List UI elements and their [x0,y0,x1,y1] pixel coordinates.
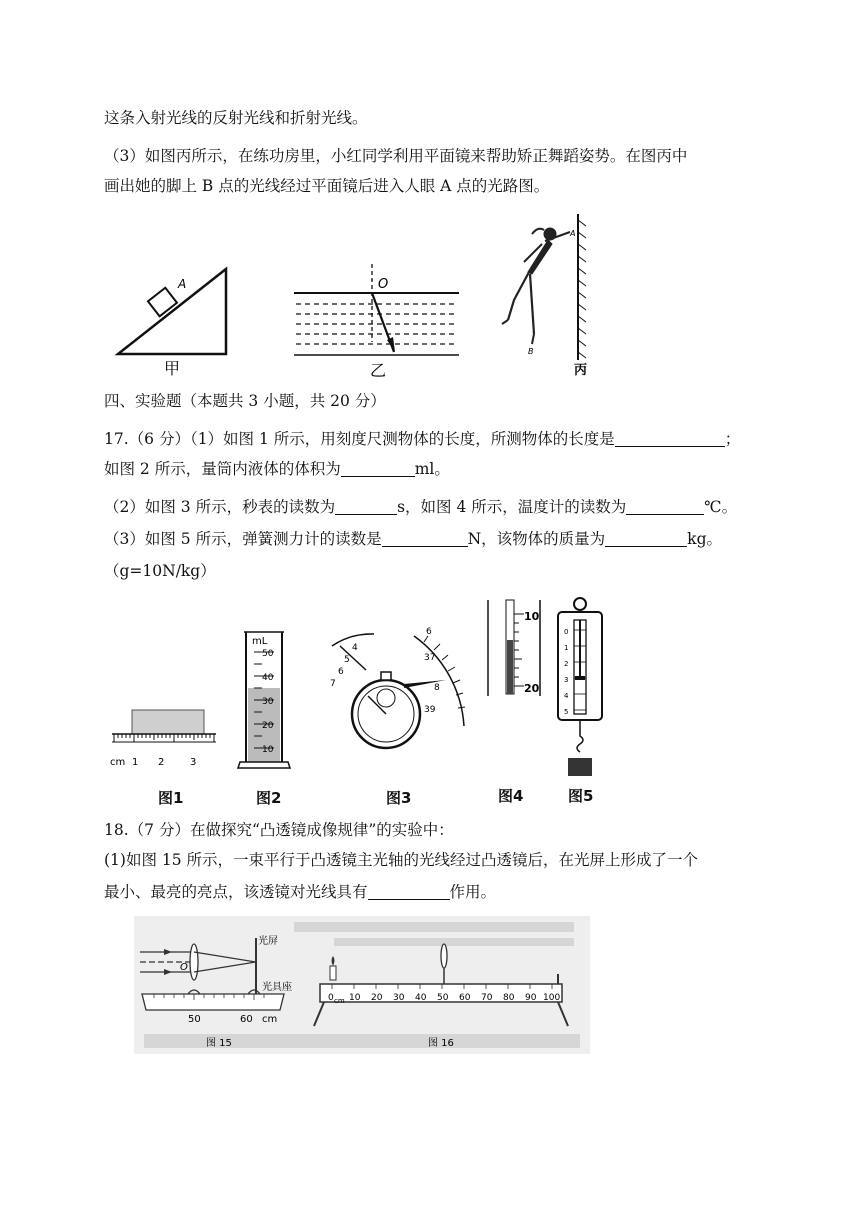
fig16-tick-50: 50 [437,993,449,1003]
fig16-caption: 图 16 [428,1038,454,1049]
spring-tick-1: 1 [564,644,569,652]
figure-bing [502,214,587,378]
thermometer-tick-20: 20 [524,682,540,695]
caption-fig-3: 图3 [386,789,412,807]
text-line-3: 画出她的脚上 B 点的光线经过平面镜后进入人眼 A 点的光路图。 [104,177,550,195]
caption-fig-5: 图5 [568,787,594,805]
blank-length[interactable] [615,430,725,447]
cylinder-unit: mL [252,636,268,647]
stopwatch-outer-8: 8 [434,683,440,693]
stopwatch-outer-6: 6 [426,627,432,637]
caption-bing: 丙 [574,363,588,378]
fig16-tick-20: 20 [371,993,383,1003]
q17-line-4-text: （3）如图 5 所示，弹簧测力计的读数是 [104,530,382,548]
thermometer-tick-10: 10 [524,610,540,623]
ruler-tick-2: 2 [158,757,165,768]
fig15-screen-label: 光屏 [258,936,278,947]
fig16-tick-80: 80 [503,993,515,1003]
fig16-tick-70: 70 [481,993,493,1003]
q17-line-2-text: 如图 2 所示，量筒内液体的体积为 [104,460,341,478]
label-a: A [178,277,187,291]
q18-title: 18.（7 分）在做探究“凸透镜成像规律”的实验中： [104,821,454,839]
text-line-1: 这条入射光线的反射光线和折射光线。 [104,109,368,127]
q17-line-2 [104,459,450,479]
caption-fig-4: 图4 [498,787,524,805]
label-foot-b: B [528,347,534,356]
figure-4-thermometer [488,600,540,696]
q17-line-3-mid: s，如图 4 所示，温度计的读数为 [397,498,627,516]
fig16-tick-0: 0 [328,993,334,1003]
spring-tick-5: 5 [564,708,569,716]
stopwatch-outer-37: 37 [424,653,436,663]
fig16-tick-40: 40 [415,993,427,1003]
figure-3-stopwatch [330,627,465,748]
fig16-unit: cm [334,997,345,1005]
q17-line-4-mid: N，该物体的质量为 [467,530,606,548]
cylinder-tick-40: 40 [262,673,274,683]
caption-fig-1: 图1 [158,789,184,807]
q18-line-2-text: 最小、最亮的亮点，该透镜对光线具有 [104,883,368,901]
label-o: O [378,277,389,292]
spring-tick-0: 0 [564,628,569,636]
stopwatch-outer-39: 39 [424,705,436,715]
q17-line-5: （g=10N/kg） [104,562,216,580]
ruler-unit: cm [110,757,126,768]
ruler-tick-1: 1 [132,757,139,768]
fig15-caption: 图 15 [206,1038,232,1049]
fig16-tick-60: 60 [459,993,471,1003]
q18-line-1: (1)如图 15 所示，一束平行于凸透镜主光轴的光线经过凸透镜后，在光屏上形成了一个 [104,851,699,869]
cylinder-tick-10: 10 [262,745,274,755]
caption-fig-2: 图2 [256,789,282,807]
fig16-tick-30: 30 [393,993,405,1003]
spring-tick-3: 3 [564,676,569,684]
q17-line-3-text: （2）如图 3 所示，秒表的读数为 [104,498,336,516]
dancer-figure [502,228,570,344]
figure-2-cylinder [238,632,290,768]
fig15-o-label: O [180,962,188,973]
blank-force[interactable] [382,530,468,547]
blank-volume[interactable] [341,460,415,477]
figure-lens-bench [134,916,590,1054]
q17-line-1-end: ； [724,430,741,448]
figure-1-ruler [110,710,216,768]
stopwatch-inner-4: 4 [352,643,358,653]
blank-temperature[interactable] [626,498,704,515]
figure-5-spring-scale [558,598,602,776]
q18-line-2 [104,882,496,902]
figure-optics-row [104,212,624,384]
cylinder-tick-20: 20 [262,721,274,731]
q17-line-3 [104,497,737,517]
caption-yi: 乙 [370,361,387,380]
fig16-tick-100: 100 [543,993,561,1003]
q17-line-1-text: 17.（6 分）（1）如图 1 所示，用刻度尺测物体的长度，所测物体的长度是 [104,430,615,448]
fig15-tick-50: 50 [188,1014,201,1025]
q17-line-4-unit: kg。 [687,530,722,548]
fig16-tick-90: 90 [525,993,537,1003]
stopwatch-inner-5: 5 [344,655,350,665]
blank-lens-effect[interactable] [368,883,450,900]
section-4-heading: 四、实验题（本题共 3 小题，共 20 分） [104,392,386,410]
cylinder-tick-50: 50 [262,649,274,659]
spring-tick-4: 4 [564,692,569,700]
fig15-seat-label: 光具座 [262,982,292,993]
figure-yi [294,264,459,380]
figure-instruments-row [104,596,624,786]
fig16-tick-10: 10 [349,993,361,1003]
fig15-tick-60: 60 [240,1014,253,1025]
text-line-2: （3）如图丙所示，在练功房里，小红同学利用平面镜来帮助矫正舞蹈姿势。在图丙中 [104,147,688,165]
figure-jia [118,269,226,378]
q17-line-3-unit: ℃。 [704,498,738,516]
caption-jia: 甲 [164,359,181,378]
ruler-tick-3: 3 [190,757,197,768]
label-eye-a: A [570,229,576,238]
q17-line-4 [104,529,722,549]
cylinder-tick-30: 30 [262,697,274,707]
q18-line-2-end: 作用。 [449,883,497,901]
q17-line-2-unit: ml。 [414,460,450,478]
spring-tick-2: 2 [564,660,569,668]
blank-mass[interactable] [605,530,687,547]
blank-stopwatch[interactable] [335,498,397,515]
q17-line-1 [104,429,740,449]
fig15-unit: cm [262,1014,278,1025]
stopwatch-inner-7: 7 [330,679,336,689]
stopwatch-inner-6: 6 [338,667,344,677]
